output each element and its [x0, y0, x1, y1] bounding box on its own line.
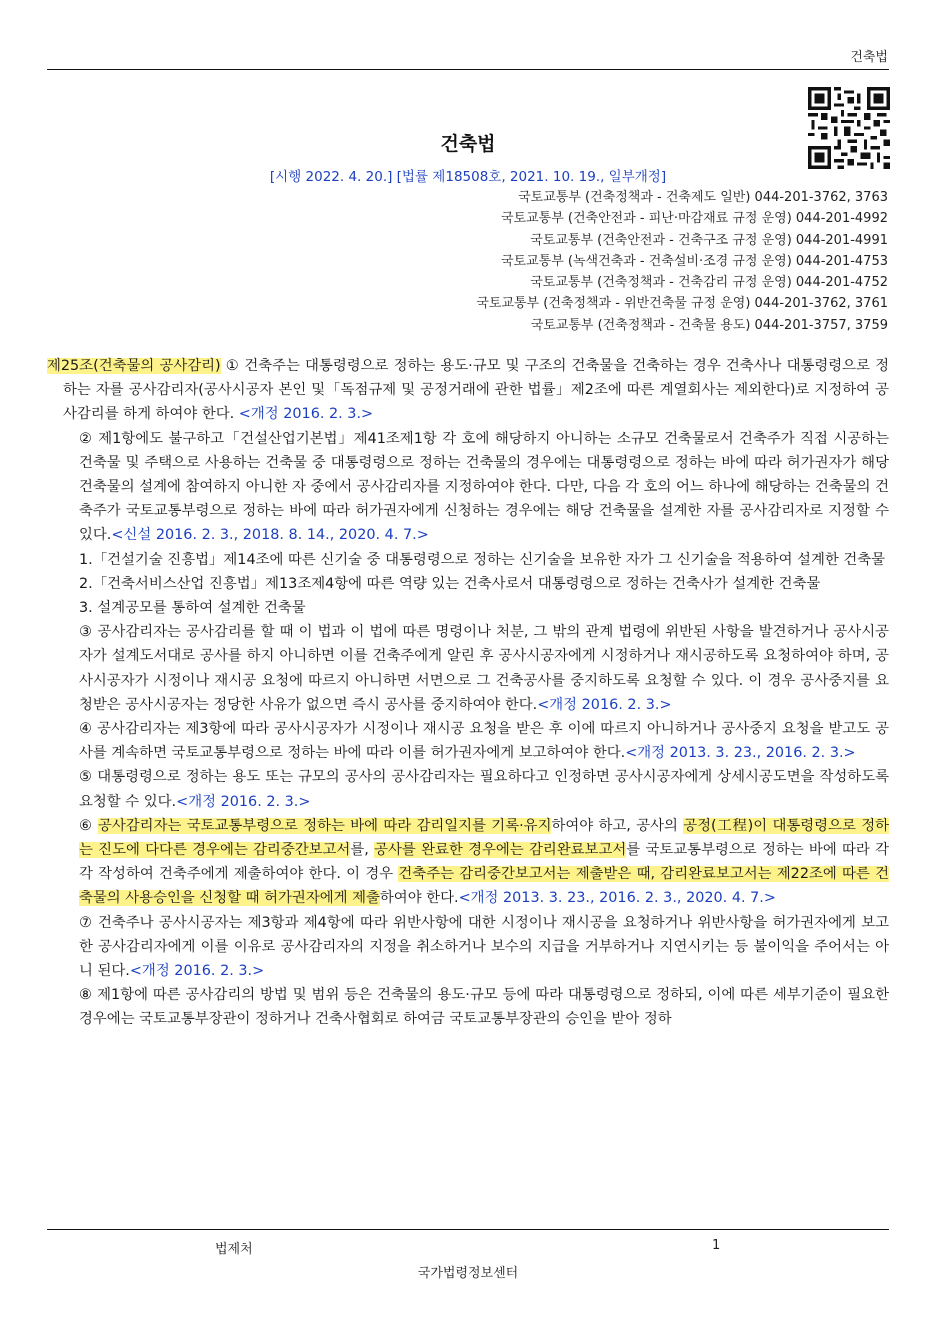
- amendment-note: <신설 2016. 2. 3., 2018. 8. 14., 2020. 4. 7.>: [111, 527, 429, 544]
- paragraph-text: 하여야 한다.: [379, 890, 459, 907]
- contact-line: 국토교통부 (건축안전과 - 피난·마감재료 규정 운영) 044-201-4992: [500, 211, 888, 227]
- paragraph-7: [47, 911, 889, 984]
- page-number: 1: [712, 1238, 721, 1253]
- contact-line: 국토교통부 (건축정책과 - 건축감리 규정 운영) 044-201-4752: [530, 275, 888, 291]
- paragraph-4: [47, 717, 889, 765]
- document-title: 건축법: [440, 133, 496, 155]
- amendment-note: <개정 2013. 3. 23., 2016. 2. 3.>: [625, 745, 856, 762]
- paragraph-text: ② 제1항에도 불구하고「건설산업기본법」제41조제1항 각 호에 해당하지 아니하는 소규모 건축물로서 건축주가 직접 시공하는 건축물 및 주택으로 사용하는 건축물 중 대통령령으로 정하는 건축물의 경우에는 대통령령으로 정하는 바에 따라 허가권자가 해당 건축물의 설계에 참여하지 아니한 자 중에서 공사감리자를 지정하여야 한다. 다만, 다음 각 호의 어느 하나에 해당하는 건축물의 건축주가 국토교통부령으로 정하는 바에 따라 허가권자에게 신청하는 경우에는 해당 건축물을 설계한 자를 공사감리자로 지정할 수 있다.: [79, 430, 889, 544]
- paragraph-text: 를,: [350, 842, 375, 859]
- paragraph-text: 하여야 하고, 공사의: [551, 817, 684, 834]
- contact-line: 국토교통부 (녹색건축과 - 건축설비·조경 규정 운영) 044-201-4753: [500, 253, 888, 269]
- amendment-note: <개정 2013. 3. 23., 2016. 2. 3., 2020. 4. 7.>: [458, 890, 776, 907]
- header-rule: [47, 69, 889, 70]
- contact-list: [288, 187, 888, 336]
- footer-source: 국가법령정보센터: [417, 1266, 519, 1281]
- enforcement-info: [시행 2022. 4. 20.] [법률 제18508호, 2021. 10. 19., 일부개정]: [269, 169, 667, 185]
- paragraph-text: ③ 공사감리자는 공사감리를 할 때 이 법과 이 법에 따른 명령이나 처분, 그 밖의 관계 법령에 위반된 사항을 발견하거나 공사시공자가 설계도서대로 공사를 하지 아니하면 이를 건축주에게 알린 후 공사시공자에게 시정하거나 재시공하도록 요청하여야 하며, 공사시공자가 시정이나 재시공 요청에 따르지 아니하면 서면으로 그 건축공사를 중지하도록 요청할 수 있다. 이 경우 공사중지를 요청받은 공사시공자는 정당한 사유가 없으면 즉시 공사를 중지하여야 한다.: [79, 624, 889, 713]
- paragraph-8: [47, 983, 889, 1031]
- highlighted-text: 공사감리자는 국토교통부령으로 정하는 바에 따라 감리일지를 기록·유지: [97, 817, 552, 834]
- paragraph-3: [47, 620, 889, 717]
- list-item: 1.「건설기술 진흥법」제14조에 따른 신기술 중 대통령령으로 정하는 신기술을 보유한 자가 그 신기술을 적용하여 설계한 건축물: [79, 551, 886, 568]
- paragraph-text: ⑧ 제1항에 따른 공사감리의 방법 및 범위 등은 건축물의 용도·규모 등에 따라 대통령령으로 정하되, 이에 따른 세부기준이 필요한 경우에는 국토교통부장관이 정하거나 건축사협회로 하여금 국토교통부장관의 승인을 받아 정하: [79, 987, 889, 1028]
- paragraph-number: ⑥: [79, 817, 98, 834]
- article-heading: 제25조(건축물의 공사감리): [47, 358, 221, 374]
- paragraph-1: [47, 354, 889, 427]
- paragraph-text: ⑤ 대통령령으로 정하는 용도 또는 규모의 공사의 공사감리자는 필요하다고 인정하면 공사시공자에게 상세시공도면을 작성하도록 요청할 수 있다.: [79, 769, 889, 810]
- footer-rule: [47, 1229, 889, 1230]
- contact-line: 국토교통부 (건축안전과 - 건축구조 규정 운영) 044-201-4991: [530, 232, 888, 248]
- contact-line: 국토교통부 (건축정책과 - 건축물 용도) 044-201-3757, 3759: [530, 317, 888, 333]
- list-item: 3. 설계공모를 통하여 설계한 건축물: [79, 600, 306, 617]
- contact-line: 국토교통부 (건축정책과 - 건축제도 일반) 044-201-3762, 3763: [518, 190, 888, 205]
- paragraph-5: [47, 765, 889, 813]
- highlighted-text: 공사를 완료한 경우에는 감리완료보고서: [374, 842, 627, 859]
- paragraph-text: ④ 공사감리자는 제3항에 따라 공사시공자가 시정이나 재시공 요청을 받은 후 이에 따르지 아니하거나 공사중지 요청을 받고도 공사를 계속하면 국토교통부령으로 정하는 바에 따라 이를 허가권자에게 보고하여야 한다.: [79, 721, 889, 762]
- list-item: 2.「건축서비스산업 진흥법」제13조제4항에 따른 역량 있는 건축사로서 대통령령으로 정하는 건축사가 설계한 건축물: [79, 575, 821, 592]
- article-body: [47, 354, 889, 1032]
- paragraph-6: [47, 814, 889, 911]
- highlighted-text: 공정(工程)이 대통령령으로 정하는 진도에 다다른 경우에는 감리중간보고서: [79, 817, 889, 859]
- contact-line: 국토교통부 (건축정책과 - 위반건축물 규정 운영) 044-201-3762, 3761: [476, 296, 888, 312]
- amendment-note: <개정 2016. 2. 3.>: [238, 406, 374, 423]
- highlighted-text: 건축주는 감리중간보고서는 제출받은 때, 감리완료보고서는 제22조에 따른 건축물의 사용승인을 신청할 때 허가권자에게 제출: [79, 866, 889, 907]
- paragraph-2: [47, 427, 889, 548]
- paragraph-text: ① 건축주는 대통령령으로 정하는 용도·규모 및 구조의 건축물을 건축하는 경우 건축사나 대통령령으로 정하는 자를 공사감리자(공사시공자 본인 및「독점규제 및 공정거래에 관한 법률」제2조에 따른 계열회사는 제외한다)로 지정하여 공사감리를 하게 하여야 한다.: [63, 358, 889, 423]
- footer-publisher: 법제처: [215, 1242, 253, 1257]
- amendment-note: <개정 2016. 2. 3.>: [129, 963, 265, 980]
- amendment-note: <개정 2016. 2. 3.>: [176, 793, 311, 810]
- amendment-note: <개정 2016. 2. 3.>: [537, 696, 672, 713]
- paragraph-text: ⑦ 건축주나 공사시공자는 제3항과 제4항에 따라 위반사항에 대한 시정이나 재시공을 요청하거나 위반사항을 허가권자에게 보고한 공사감리자에게 이를 이유로 공사감리자의 지정을 취소하거나 보수의 지급을 거부하거나 지연시키는 등 불이익을 주어서는 아니 된다.: [79, 914, 889, 980]
- qr-code-icon: [808, 87, 890, 169]
- paragraph-text: 를 국토교통부령으로 정하는 바에 따라 각각 작성하여 건축주에게 제출하여야 한다. 이 경우: [79, 842, 889, 883]
- running-header-title: 건축법: [850, 50, 888, 65]
